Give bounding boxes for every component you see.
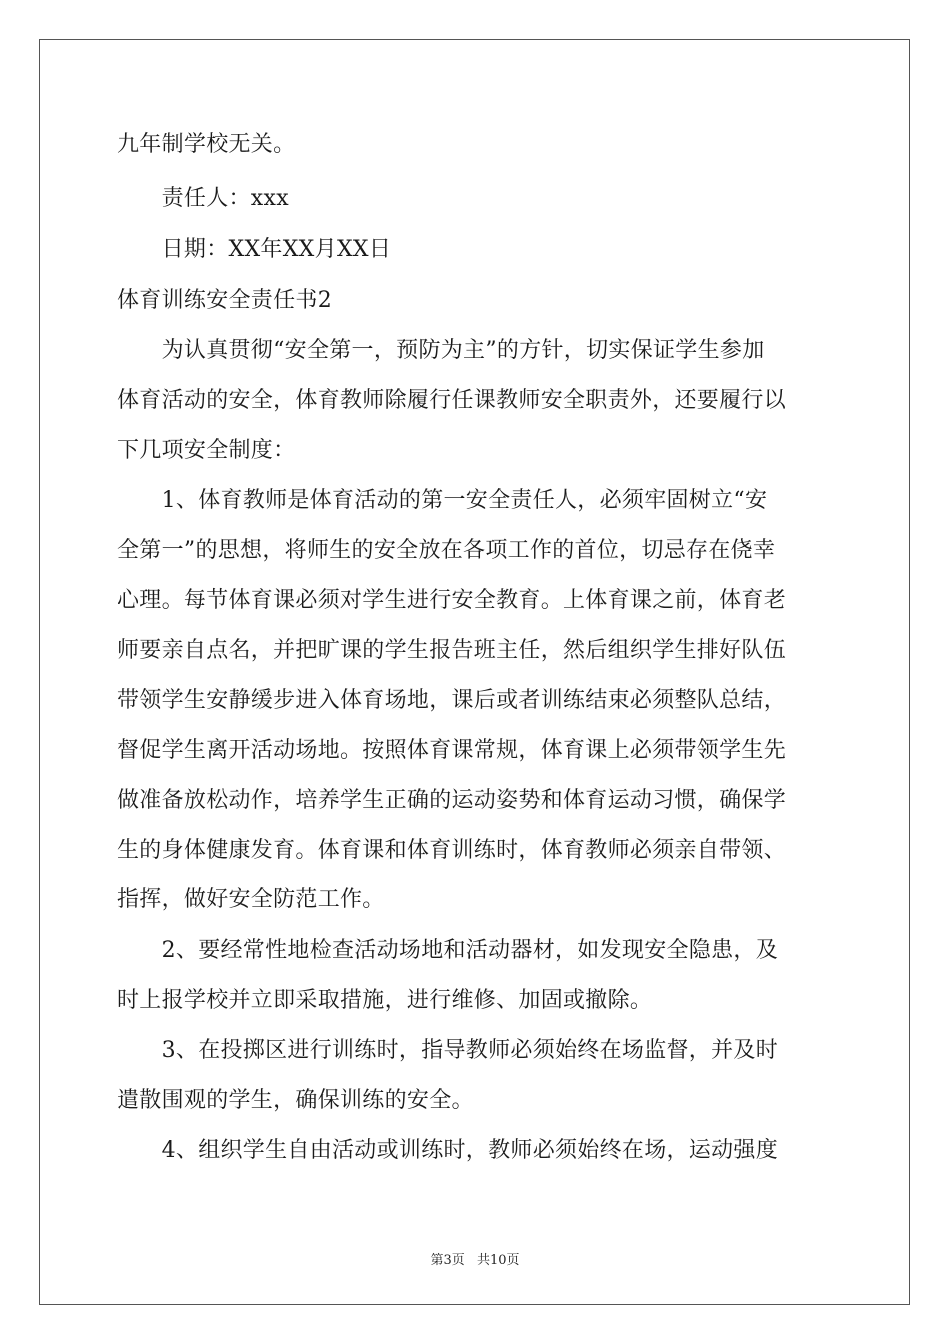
text-line: 为认真贯彻“安全第一，预防为主”的方针，切实保证学生参加: [117, 338, 765, 363]
text-line: 师要亲自点名，并把旷课的学生报告班主任，然后组织学生排好队伍: [117, 638, 787, 663]
text-line: 指挥，做好安全防范工作。: [117, 887, 385, 912]
text-line: 生的身体健康发育。体育课和体育训练时，体育教师必须亲自带领、: [117, 838, 787, 863]
section-title: 体育训练安全责任书2: [117, 288, 332, 313]
text-line: 心理。每节体育课必须对学生进行安全教育。上体育课之前，体育老: [117, 588, 787, 613]
text-line: 1、体育教师是体育活动的第一安全责任人，必须牢固树立“安: [117, 488, 768, 513]
text-line: 九年制学校无关。: [117, 132, 296, 157]
text-line: 3、在投掷区进行训练时，指导教师必须始终在场监督，并及时: [117, 1038, 778, 1063]
text-line: 体育活动的安全，体育教师除履行任课教师安全职责外，还要履行以: [117, 388, 787, 413]
text-line: 2、要经常性地检查活动场地和活动器材，如发现安全隐患，及: [117, 938, 778, 963]
text-line: 时上报学校并立即采取措施，进行维修、加固或撤除。: [117, 988, 653, 1013]
text-line: 日期：XX年XX月XX日: [117, 237, 392, 262]
text-line: 带领学生安静缓步进入体育场地，课后或者训练结束必须整队总结，: [117, 688, 787, 713]
page-number: 第3页: [430, 1253, 465, 1268]
text-line: 遣散围观的学生，确保训练的安全。: [117, 1088, 474, 1113]
page-footer: [0, 1249, 950, 1268]
text-line: 4、组织学生自由活动或训练时，教师必须始终在场，运动强度: [117, 1138, 778, 1163]
text-line: 全第一”的思想，将师生的安全放在各项工作的首位，切忌存在侥幸: [117, 538, 776, 563]
text-line: 责任人：xxx: [117, 186, 289, 211]
text-line: 做准备放松动作，培养学生正确的运动姿势和体育运动习惯，确保学: [117, 788, 787, 813]
text-line: 下几项安全制度：: [117, 438, 296, 463]
text-line: 督促学生离开活动场地。按照体育课常规，体育课上必须带领学生先: [117, 738, 787, 763]
page-total: 共10页: [476, 1253, 520, 1268]
page-border: [39, 39, 910, 1305]
